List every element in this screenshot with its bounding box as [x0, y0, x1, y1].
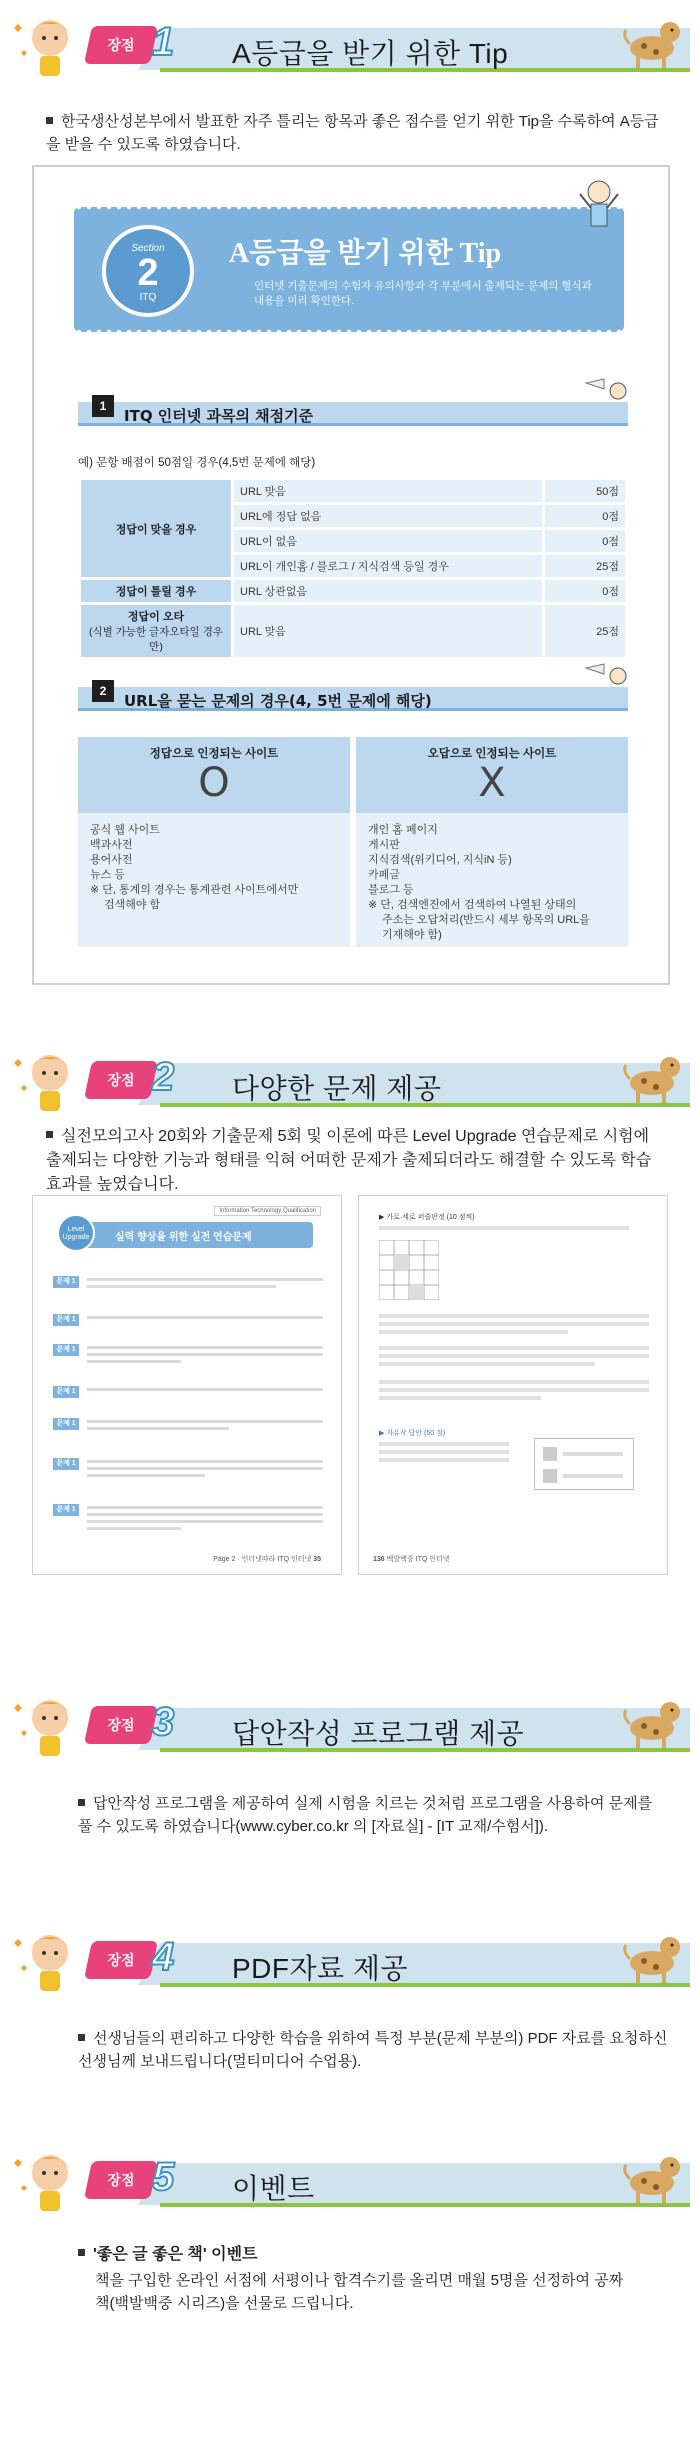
table-row: URL에 정답 없음 0점: [81, 505, 625, 527]
section-description: 인터넷 기출문제의 수험자 유의사항과 각 부분에서 출제되는 문제의 형식과 내용을 미리 확인한다.: [254, 280, 592, 307]
feature-4-header: 장점 4 PDF자료 제공: [10, 1935, 690, 1987]
scoring-table: [78, 477, 628, 660]
feature-number: 1: [152, 20, 175, 64]
feature-title: A등급을 받기 위한 Tip: [232, 38, 509, 69]
feature-2-header: 장점 2 다양한 문제 제공: [10, 1055, 690, 1107]
page-footer: 136 백발백중 ITQ 인터넷: [373, 1556, 450, 1563]
feature-1-badge: 장점 1: [80, 20, 190, 72]
accepted-mark: O: [198, 760, 230, 806]
feature-3-header: 장점 3 답안작성 프로그램 제공: [10, 1700, 690, 1752]
feature-3-description: 답안작성 프로그램을 제공하여 실제 시험을 치르는 것처럼 프로그램을 사용하여 문제를 풀 수 있도록 하였습니다(www.cyber.co.kr 의 [자료실] - [IT 교재/수험서]).: [78, 1795, 653, 1835]
feature-title: PDF자료 제공: [232, 1953, 408, 1984]
feature-5-description: 책을 구입한 온라인 서점에 서평이나 합격수기를 올리면 매월 5명을 선정하여 공짜 책(백발백중 시리즈)을 선물로 드립니다.: [95, 2272, 624, 2312]
dog-mascot-icon: [614, 2143, 686, 2207]
rejected-sites: 오답으로 인정되는 사이트 X 개인 홈 페이지 게시판 지식검색(위키디어, 지식iN 등) 카페글 블로그 등 ※ 단, 검색엔진에서 검색하여 나열된 상태의 주소는 오답처리(반드시 세부 항목의 URL을 기재해야 함): [356, 737, 628, 947]
section-banner: [74, 207, 624, 332]
table-row: 정답이 맞을 경우 URL 맞음 50점: [81, 480, 625, 502]
accepted-sites: 정답으로 인정되는 사이트 O 공식 웹 사이트 백과사전 용어사전 뉴스 등 ※ 단, 통계의 경우는 통계관련 사이트에서만 검색해야 함: [78, 737, 350, 947]
section-title: A등급을 받기 위한 Tip: [229, 238, 502, 269]
feature-5-header: 장점 5 이벤트: [10, 2155, 690, 2207]
sample-page-tip: [32, 165, 670, 985]
kid-mascot-icon: [10, 4, 90, 84]
sample-spread-practice: [32, 1195, 670, 1575]
rejected-mark: X: [478, 760, 506, 806]
dog-mascot-icon: [614, 1043, 686, 1107]
feature-number: 4: [152, 1935, 175, 1979]
dog-mascot-icon: [614, 1923, 686, 1987]
page-footer: Page 2 · 인터넷따라 ITQ 인터넷 35: [213, 1556, 321, 1563]
feature-number: 3: [152, 1700, 175, 1744]
url-criteria: [78, 737, 628, 947]
kid-mascot-icon: [10, 1919, 90, 1999]
kid-mascot-icon: [10, 1039, 90, 1119]
part-2-header: 2 URL을 묻는 문제의 경우(4, 5번 문제에 해당): [78, 687, 628, 711]
feature-1-description: 한국생산성본부에서 발표한 자주 틀리는 항목과 좋은 점수를 얻기 위한 Tip을 수록하여 A등급을 받을 수 있도록 하였습니다.: [46, 113, 659, 153]
section-badge: Section 2 ITQ: [102, 225, 194, 317]
left-page: Information Technology Qualification Level Upgrade 실력 향상을 위한 실전 연습문제 문제 1 문제 1 문제 1 문제 1 문제 1 문제 1 문제 1 Page 2 · 인터넷따라 ITQ 인터넷 35: [32, 1195, 342, 1575]
right-page: ▶ 가로·세로 퍼즐판정 (10 점씩) ▶ 자유작 답안 (50 점) 136 백발백중 ITQ 인터넷: [358, 1195, 668, 1575]
level-upgrade-banner: Level Upgrade 실력 향상을 위한 실전 연습문제: [63, 1222, 313, 1248]
feature-title: 이벤트: [232, 2173, 315, 2204]
feature-number: 2: [152, 1055, 175, 1099]
answer-box: [534, 1438, 634, 1490]
puzzle-grid-icon: [379, 1240, 439, 1300]
part-1-header: 1 ITQ 인터넷 과목의 채점기준: [78, 402, 628, 426]
feature-4-description: 선생님들의 편리하고 다양한 학습을 위하여 특정 부분(문제 부분의) PDF 자료를 요청하신 선생님께 보내드립니다(멀티미디어 수업용).: [78, 2030, 668, 2070]
mascot-flag-icon: [582, 377, 632, 407]
feature-title: 답안작성 프로그램 제공: [232, 1718, 525, 1749]
feature-title: 다양한 문제 제공: [232, 1073, 442, 1104]
table-row: URL이 개인홈 / 블로그 / 지식검색 등일 경우 25점: [81, 555, 625, 577]
feature-2-description: 실전모의고사 20회와 기출문제 5회 및 이론에 따른 Level Upgrade 연습문제로 시험에 출제되는 다양한 기능과 형태를 익혀 어떠한 문제가 출제되더라도 해결할 수 있도록 학습효과를 높였습니다.: [46, 1128, 652, 1193]
kid-mascot-icon: [10, 1684, 90, 1764]
mascot-flag-icon: [582, 662, 632, 692]
feature-number: 5: [152, 2155, 175, 2199]
table-row: 정답이 오타 (식별 가능한 글자오타일 경우만) URL 맞음 25점: [81, 605, 625, 657]
kid-mascot-icon: [10, 2139, 90, 2219]
kid-waving-icon: [574, 172, 624, 242]
scoring-note: 예) 문항 배점이 50점일 경우(4,5번 문제에 해당): [78, 457, 316, 469]
table-row: 정답이 틀릴 경우 URL 상관없음 0점: [81, 580, 625, 602]
dog-mascot-icon: [614, 8, 686, 72]
table-row: URL이 없음 0점: [81, 530, 625, 552]
feature-1-header: [10, 20, 690, 72]
dog-mascot-icon: [614, 1688, 686, 1752]
feature-5-event-title: '좋은 글 좋은 책' 이벤트: [78, 2243, 668, 2266]
